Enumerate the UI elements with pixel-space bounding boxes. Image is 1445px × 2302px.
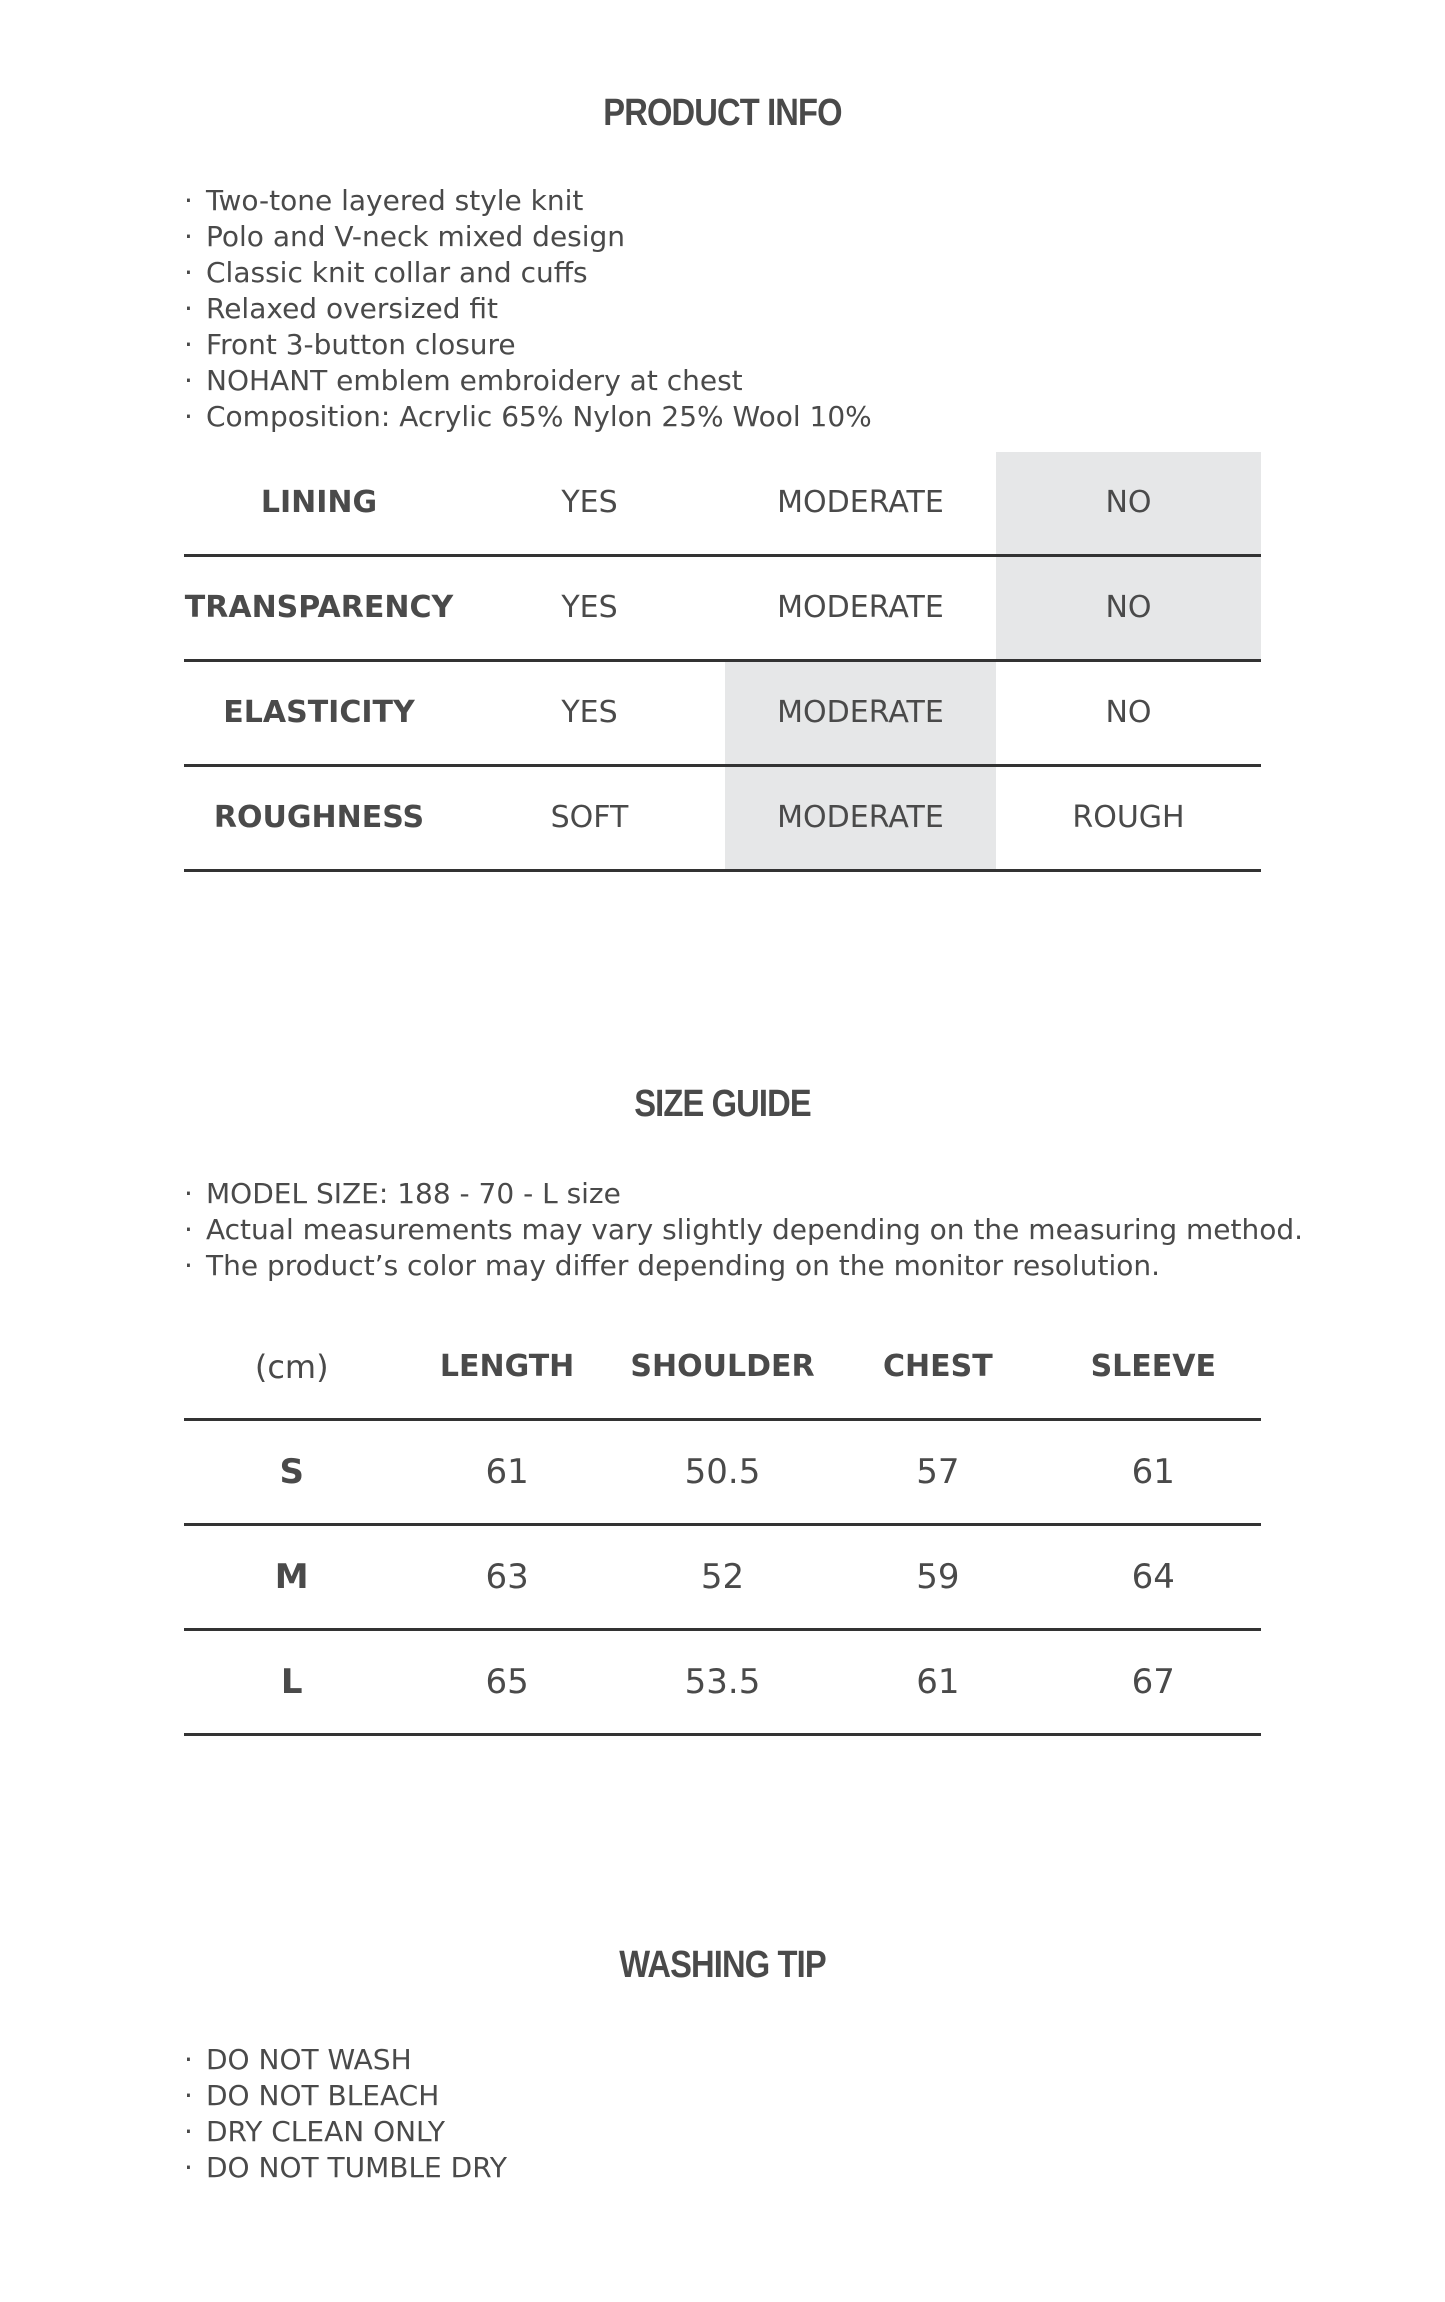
- table-cell: 61: [485, 1452, 529, 1492]
- property-name: ROUGHNESS: [213, 800, 425, 835]
- list-item: · Composition: Acrylic 65% Nylon 25% Wool 10%: [184, 400, 872, 433]
- table-cell: 50.5: [684, 1452, 761, 1492]
- size-table: [184, 1316, 1261, 1736]
- property-name: ELASTICITY: [223, 695, 415, 730]
- property-option: MODERATE: [725, 662, 996, 764]
- property-option: MODERATE: [725, 767, 996, 869]
- property-option: YES: [561, 485, 618, 520]
- list-item: · MODEL SIZE: 188 - 70 - L size: [184, 1177, 621, 1210]
- size-table-header: [184, 1316, 1261, 1421]
- property-option: ROUGH: [1072, 800, 1185, 835]
- table-row: [184, 1631, 1261, 1736]
- property-option: YES: [561, 590, 618, 625]
- list-item: · DO NOT BLEACH: [184, 2079, 440, 2112]
- product-info-list: [184, 183, 872, 435]
- table-row: [184, 1421, 1261, 1526]
- list-item: · The product’s color may differ depending on the monitor resolution.: [184, 1249, 1160, 1282]
- table-cell: 57: [916, 1452, 960, 1492]
- size-guide-notes: [184, 1176, 1303, 1284]
- column-header: CHEST: [883, 1349, 993, 1384]
- table-row: [184, 1526, 1261, 1631]
- size-label: L: [280, 1662, 303, 1702]
- table-cell: 63: [485, 1557, 529, 1597]
- column-header: LENGTH: [439, 1349, 575, 1384]
- fabric-properties-table: [184, 452, 1261, 872]
- column-header: SLEEVE: [1090, 1349, 1216, 1384]
- table-cell: 65: [485, 1662, 529, 1702]
- table-cell: 64: [1131, 1557, 1175, 1597]
- property-option: MODERATE: [777, 590, 944, 625]
- property-name: TRANSPARENCY: [184, 590, 454, 625]
- list-item: · Two-tone layered style knit: [184, 184, 584, 217]
- list-item: · Classic knit collar and cuffs: [184, 256, 588, 289]
- size-label: S: [279, 1452, 304, 1492]
- list-item: · NOHANT emblem embroidery at chest: [184, 364, 743, 397]
- property-option: YES: [561, 695, 618, 730]
- table-cell: 59: [916, 1557, 960, 1597]
- property-option: SOFT: [550, 800, 629, 835]
- list-item: · DRY CLEAN ONLY: [184, 2115, 446, 2148]
- property-name: LINING: [260, 485, 378, 520]
- table-cell: 61: [916, 1662, 960, 1702]
- property-row-transparency: [184, 557, 1261, 662]
- property-option: MODERATE: [777, 485, 944, 520]
- product-info-title: PRODUCT INFO: [603, 92, 842, 134]
- list-item: · Front 3-button closure: [184, 328, 516, 361]
- property-option: NO: [1105, 695, 1152, 730]
- table-cell: 67: [1131, 1662, 1175, 1702]
- table-cell: 52: [700, 1557, 745, 1597]
- list-item: · DO NOT TUMBLE DRY: [184, 2151, 507, 2184]
- size-label: M: [274, 1557, 309, 1597]
- property-option: NO: [996, 452, 1261, 554]
- washing-tip-title: WASHING TIP: [619, 1944, 826, 1986]
- size-guide-title: SIZE GUIDE: [634, 1083, 811, 1125]
- list-item: · DO NOT WASH: [184, 2043, 412, 2076]
- washing-tip-list: [184, 2042, 507, 2186]
- property-row-roughness: [184, 767, 1261, 872]
- table-cell: 61: [1131, 1452, 1175, 1492]
- property-row-elasticity: [184, 662, 1261, 767]
- list-item: · Relaxed oversized fit: [184, 292, 498, 325]
- list-item: · Actual measurements may vary slightly depending on the measuring method.: [184, 1213, 1304, 1246]
- column-header: SHOULDER: [630, 1349, 815, 1384]
- unit-header: (cm): [254, 1348, 329, 1386]
- property-option: NO: [996, 557, 1261, 659]
- table-cell: 53.5: [684, 1662, 761, 1702]
- list-item: · Polo and V-neck mixed design: [184, 220, 626, 253]
- property-row-lining: [184, 452, 1261, 557]
